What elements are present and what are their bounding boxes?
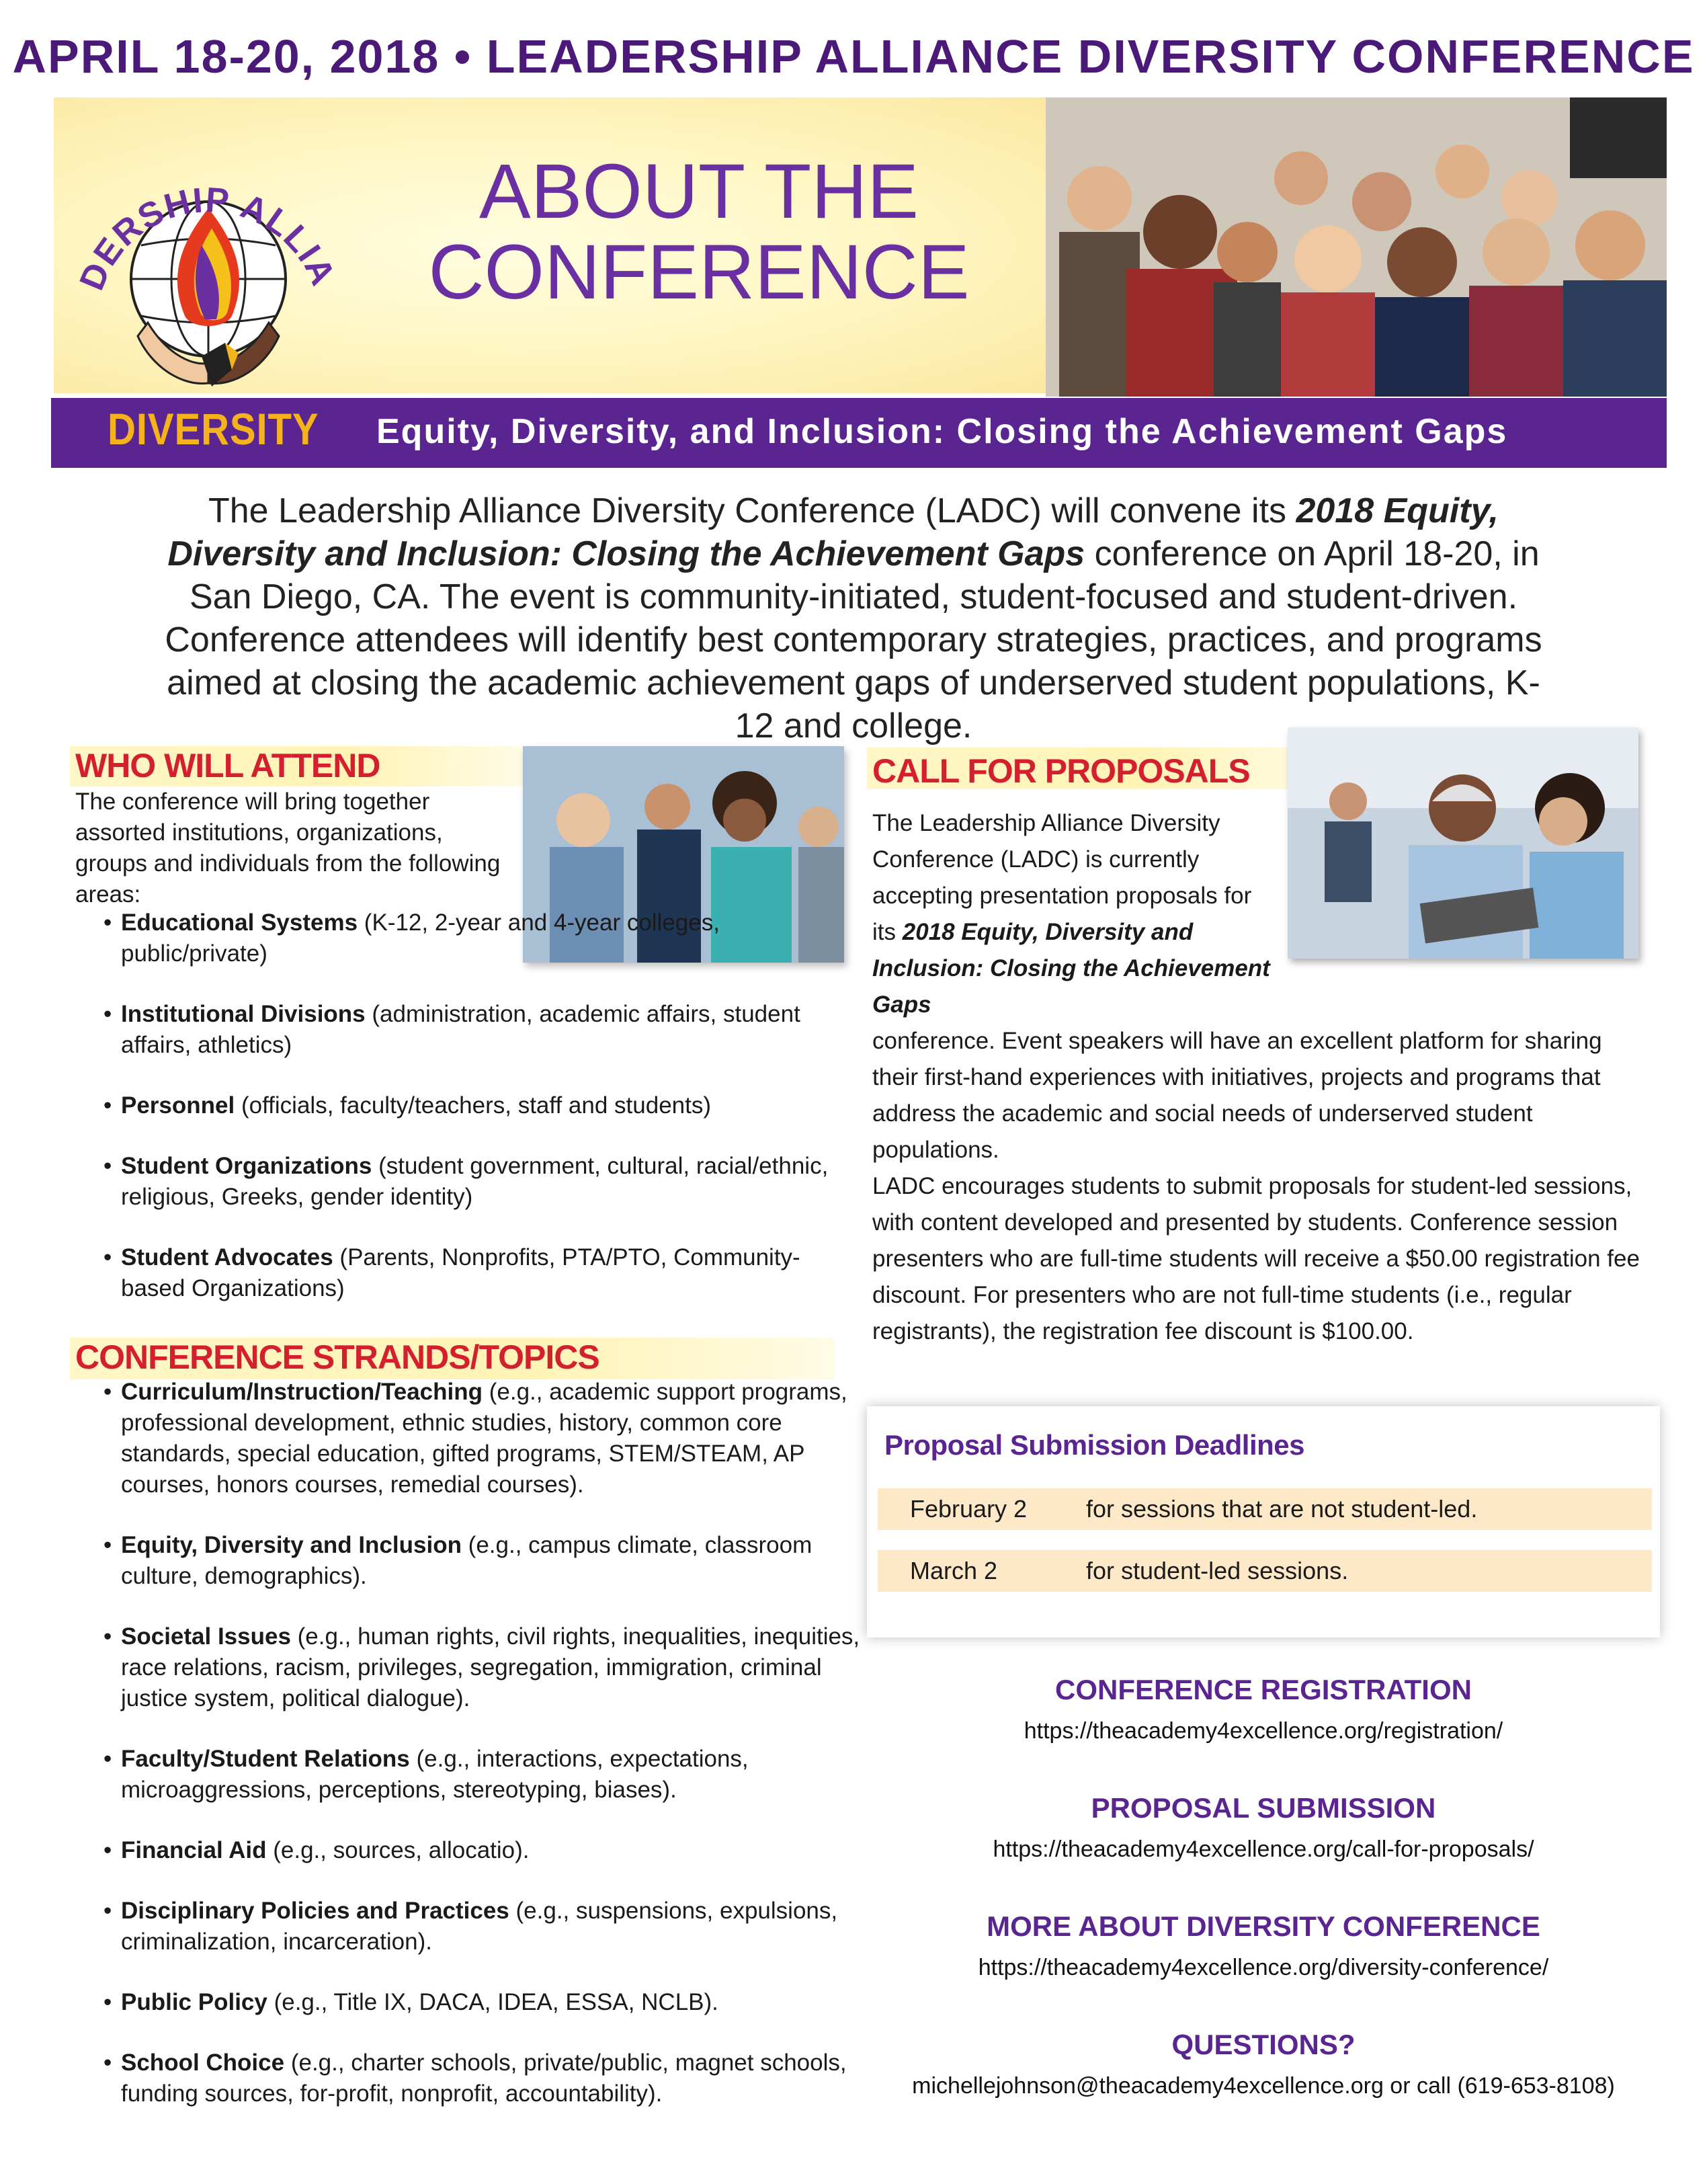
strands-list — [75, 1377, 868, 2139]
who-item-rest: (officials, faculty/teachers, staff and students) — [235, 1092, 712, 1119]
about-title — [376, 151, 1022, 313]
contact-email-link[interactable]: michellejohnson@theacademy4excellence.org or call (619-653-8108) — [912, 2073, 1615, 2099]
list-item: • Societal Issues (e.g., human rights, civil rights, inequalities, inequities, race relations, racism, privileges, segregation, immigration, criminal justice system, political dialogue). — [103, 1623, 860, 1711]
proposal-submission-heading: PROPOSAL SUBMISSION — [1091, 1792, 1436, 1824]
list-item: • Student Organizations (student government, cultural, racial/ethnic, religious, Greeks, gender identity) — [103, 1153, 829, 1210]
logo-diversity-label: DIVERSITY — [108, 404, 319, 454]
strand-item-bold: Equity, Diversity and Inclusion — [121, 1532, 462, 1558]
who-item-rest: (student government, cultural, racial/ethnic, religious, Greeks, gender identity) — [121, 1153, 829, 1210]
list-item: • Public Policy (e.g., Title IX, DACA, IDEA, ESSA, NCLB). — [103, 1989, 718, 2015]
strand-item-rest: (e.g., human rights, civil rights, inequalities, inequities, race relations, racism, privileges, segregation, immigration, criminal justice system, political dialogue). — [121, 1623, 860, 1711]
leadership-alliance-logo — [67, 128, 349, 410]
more-about-heading: MORE ABOUT DIVERSITY CONFERENCE — [987, 1910, 1540, 1942]
list-item: • School Choice (e.g., charter schools, private/public, magnet schools, funding sources, for-profit, nonprofit, accountability). — [103, 2050, 847, 2107]
who-item-bold: Institutional Divisions — [121, 1001, 366, 1027]
list-item: • Curriculum/Instruction/Teaching (e.g., academic support programs, professional development, ethnic studies, history, common core standards, special education, gifted programs, STEM/STEAM, AP courses, honors courses, remedial courses). — [103, 1379, 847, 1498]
who-item-rest: (administration, academic affairs, student affairs, athletics) — [121, 1001, 800, 1058]
list-item: • Financial Aid (e.g., sources, allocatio). — [103, 1837, 530, 1863]
who-item-bold: Educational Systems — [121, 909, 358, 936]
deadline-date: March 2 — [910, 1557, 998, 1584]
strand-item-rest: (e.g., sources, allocatio). — [266, 1837, 530, 1863]
strand-item-bold: Financial Aid — [121, 1837, 267, 1863]
questions-heading: QUESTIONS? — [1171, 2029, 1356, 2060]
cfp-paragraph-2: LADC encourages students to submit proposals for student-led sessions, with content developed and presented by students. Conference session presenters who are full-time students will receive a $50.00 registration fee discount. For presenters who are not full-time students (i.e., regular registrants), the registration fee discount is $100.00. — [872, 1173, 1640, 1344]
deadline-row — [878, 1488, 1652, 1530]
deadline-row — [878, 1550, 1652, 1592]
who-item-bold: Student Advocates — [121, 1244, 333, 1270]
about-title-line1: ABOUT THE — [479, 149, 919, 235]
strand-item-rest: (e.g., Title IX, DACA, IDEA, ESSA, NCLB). — [267, 1989, 718, 2015]
intro-bold-title: 2018 Equity, Diversity and Inclusion: Closing the Achievement Gaps — [167, 491, 1499, 573]
who-will-attend-heading: WHO WILL ATTEND — [75, 747, 380, 784]
list-item: • Equity, Diversity and Inclusion (e.g., campus climate, classroom culture, demographics). — [103, 1532, 813, 1589]
who-attend-list — [75, 907, 862, 1334]
intro-text-2: conference on April 18-20, in San Diego, CA. The event is community-initiated, student-focused and student-driven. Conference attendees will identify best contemporary strategies, practices, and programs aimed at closing the academic achievement gaps of underserved student populations, K-12 and college. — [165, 534, 1542, 745]
strand-item-bold: School Choice — [121, 2050, 285, 2076]
strand-item-bold: Public Policy — [121, 1989, 267, 2015]
list-item: • Disciplinary Policies and Practices (e.g., suspensions, expulsions, criminalization, incarceration). — [103, 1898, 838, 1955]
cfp-text-1: The Leadership Alliance Diversity Conference (LADC) is currently accepting presentation proposals for its — [872, 810, 1252, 945]
logo-emblem-icon — [67, 128, 349, 410]
page-header-title: APRIL 18-20, 2018 • LEADERSHIP ALLIANCE DIVERSITY CONFERENCE — [12, 30, 1695, 83]
strand-item-rest: (e.g., interactions, expectations, microaggressions, perceptions, stereotyping, biases). — [121, 1746, 749, 1803]
cfp-text-2: conference. Event speakers will have an excellent platform for sharing their first-hand experiences with initiatives, projects and programs that address the academic and social needs of underserved student populations. — [872, 1028, 1602, 1163]
who-intro-text: The conference will bring together assorted institutions, organizations, groups and individuals from the following areas: — [75, 788, 501, 907]
strand-item-bold: Disciplinary Policies and Practices — [121, 1898, 509, 1924]
conference-strands-heading: CONFERENCE STRANDS/TOPICS — [75, 1338, 599, 1376]
who-item-rest: (Parents, Nonprofits, PTA/PTO, Community-based Organizations) — [121, 1244, 800, 1301]
group-photo-icon — [1046, 97, 1667, 397]
cfp-paragraph-1 — [872, 805, 1645, 1168]
proposal-submission-link[interactable]: https://theacademy4excellence.org/call-for-proposals/ — [993, 1836, 1534, 1862]
conference-tagline: Equity, Diversity, and Inclusion: Closing the Achievement Gaps — [376, 412, 1508, 451]
cfp-bold-title: 2018 Equity, Diversity and Inclusion: Closing the Achievement Gaps — [872, 919, 1270, 1018]
registration-heading: CONFERENCE REGISTRATION — [1055, 1674, 1472, 1705]
strand-item-bold: Societal Issues — [121, 1623, 291, 1650]
strand-item-bold: Curriculum/Instruction/Teaching — [121, 1379, 483, 1405]
strand-item-bold: Faculty/Student Relations — [121, 1746, 410, 1772]
strand-item-rest: (e.g., charter schools, private/public, magnet schools, funding sources, for-profit, nonprofit, accountability). — [121, 2050, 847, 2107]
logo-arc-text: DERSHIP ALLIA — [72, 180, 343, 296]
deadline-date: February 2 — [910, 1495, 1028, 1523]
cfp-intro-narrow — [872, 805, 1276, 1023]
list-item: • Personnel (officials, faculty/teachers, staff and students) — [103, 1092, 712, 1119]
group-photo — [1046, 97, 1667, 397]
who-item-bold: Personnel — [121, 1092, 235, 1119]
who-item-bold: Student Organizations — [121, 1153, 372, 1179]
list-item: • Student Advocates (Parents, Nonprofits, PTA/PTO, Community-based Organizations) — [103, 1244, 800, 1301]
registration-link[interactable]: https://theacademy4excellence.org/registration/ — [1024, 1718, 1503, 1744]
list-item: • Institutional Divisions (administration, academic affairs, student affairs, athletics) — [103, 1001, 800, 1058]
intro-text-1: The Leadership Alliance Diversity Conference (LADC) will convene its — [208, 491, 1296, 530]
intro-paragraph — [155, 489, 1552, 747]
strand-item-rest: (e.g., suspensions, expulsions, criminalization, incarceration). — [121, 1898, 838, 1955]
call-for-proposals-heading: CALL FOR PROPOSALS — [872, 752, 1250, 790]
who-item-rest: (K-12, 2-year and 4-year colleges, public/private) — [121, 909, 720, 967]
strand-item-rest: (e.g., academic support programs, professional development, ethnic studies, history, common core standards, special education, gifted programs, STEM/STEAM, AP courses, honors courses, remedial courses). — [121, 1379, 847, 1498]
about-title-line2: CONFERENCE — [428, 229, 970, 315]
deadline-description: for sessions that are not student-led. — [1086, 1495, 1478, 1523]
more-about-link[interactable]: https://theacademy4excellence.org/diversity-conference/ — [978, 1955, 1549, 1980]
list-item: • Educational Systems (K-12, 2-year and 4-year colleges, public/private) — [103, 909, 720, 967]
deadline-description: for student-led sessions. — [1086, 1557, 1349, 1584]
strand-item-rest: (e.g., campus climate, classroom culture, demographics). — [121, 1532, 813, 1589]
deadlines-title: Proposal Submission Deadlines — [884, 1429, 1304, 1461]
list-item: • Faculty/Student Relations (e.g., interactions, expectations, microaggressions, perceptions, stereotyping, biases). — [103, 1746, 749, 1803]
